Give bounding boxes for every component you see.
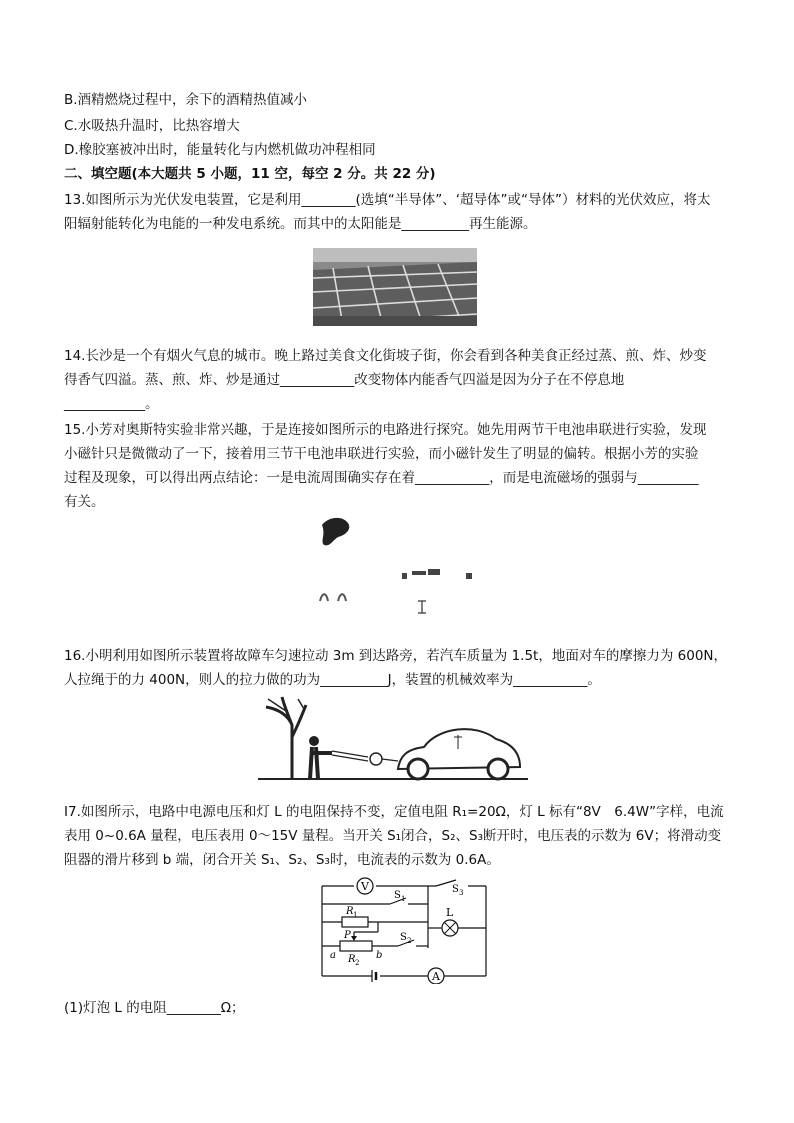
s3-label: S <box>452 884 459 895</box>
r2-label: R <box>348 954 356 965</box>
voltmeter-label: V <box>361 880 369 893</box>
q15-line2: 小磁针只是微微动了一下，接着用三节干电池串联进行实验，而小磁针发生了明显的偏转。根据小芳的实验 <box>64 446 699 462</box>
solar-panel-image <box>313 248 477 326</box>
q14-line3: ____________。 <box>64 396 159 412</box>
s3-sub: 3 <box>459 889 464 897</box>
option-d: D.橡胶塞被冲出时，能量转化与内燃机做功冲程相同 <box>64 142 376 158</box>
s2-label: S <box>400 932 407 943</box>
q17-line3: 阻器的滑片移到 b 端，闭合开关 S₁、S₂、S₃时，电流表的示数为 0.6A。 <box>64 852 500 868</box>
q15-line4: 有关。 <box>64 494 105 510</box>
q13-line1: 13.如图所示为光伏发电装置，它是利用________(选填“半导体”、‘超导体”或“导体”）材料的光伏效应，将太 <box>64 192 711 208</box>
q14-line1: 14.长沙是一个有烟火气息的城市。晚上路过美食文化街坡子街，你会看到各种美食正经过蒸、煎、炸、炒变 <box>64 348 707 364</box>
q15-line3: 过程及现象，可以得出两点结论：一是电流周围确实存在着___________，而是电流磁场的强弱与_________ <box>64 470 699 486</box>
q17-sub1: (1)灯泡 L 的电阻________Ω； <box>64 1000 245 1016</box>
r1-label: R <box>346 906 354 917</box>
q16-line1: 16.小明利用如图所示装置将故障车匀速拉动 3m 到达路旁，若汽车质量为 1.5t，地面对车的摩擦力为 600N， <box>64 648 728 664</box>
q15-line1: 15.小芳对奥斯特实验非常兴趣，于是连接如图所示的电路进行探究。她先用两节干电池串联进行实验，发现 <box>64 422 707 438</box>
tow-car-image <box>258 695 528 785</box>
s1-label: S <box>394 890 401 901</box>
q16-line2: 人拉绳于的力 400N，则人的拉力做的功为__________J，装置的机械效率为___________。 <box>64 672 601 688</box>
a-label: a <box>330 950 336 961</box>
section-title: 二、填空题(本大题共 5 小题，11 空，每空 2 分。共 22 分) <box>64 166 436 182</box>
r1-sub: 1 <box>353 911 358 919</box>
oersted-experiment-image <box>316 515 486 615</box>
option-c: C.水吸热升温时，比热容增大 <box>64 118 240 134</box>
circuit-diagram <box>318 876 490 984</box>
option-b: B.酒精燃烧过程中，余下的酒精热值减小 <box>64 92 308 108</box>
q17-line1: I7.如图所示，电路中电源电压和灯 L 的电阻保持不变，定值电阻 R₁=20Ω，灯 L 标有“8V 6.4W”字样，电流 <box>64 804 724 820</box>
q13-line2: 阳辐射能转化为电能的一种发电系统。而其中的太阳能是__________再生能源。 <box>64 216 537 232</box>
ammeter-label: A <box>432 970 440 983</box>
s2-sub: 2 <box>407 937 412 945</box>
r2-sub: 2 <box>355 959 360 967</box>
p-label: P <box>344 930 351 941</box>
b-label: b <box>376 950 383 961</box>
lamp-label: L <box>446 906 454 919</box>
q17-line2: 表用 0~0.6A 量程，电压表用 0～15V 量程。当开关 S₁闭合，S₂、S₃断开时，电压表的示数为 6V；将滑动变 <box>64 828 722 844</box>
q14-line2: 得香气四溢。蒸、煎、炸、炒是通过___________改变物体内能香气四溢是因为分子在不停息地 <box>64 372 625 388</box>
s1-sub: 1 <box>401 895 406 903</box>
